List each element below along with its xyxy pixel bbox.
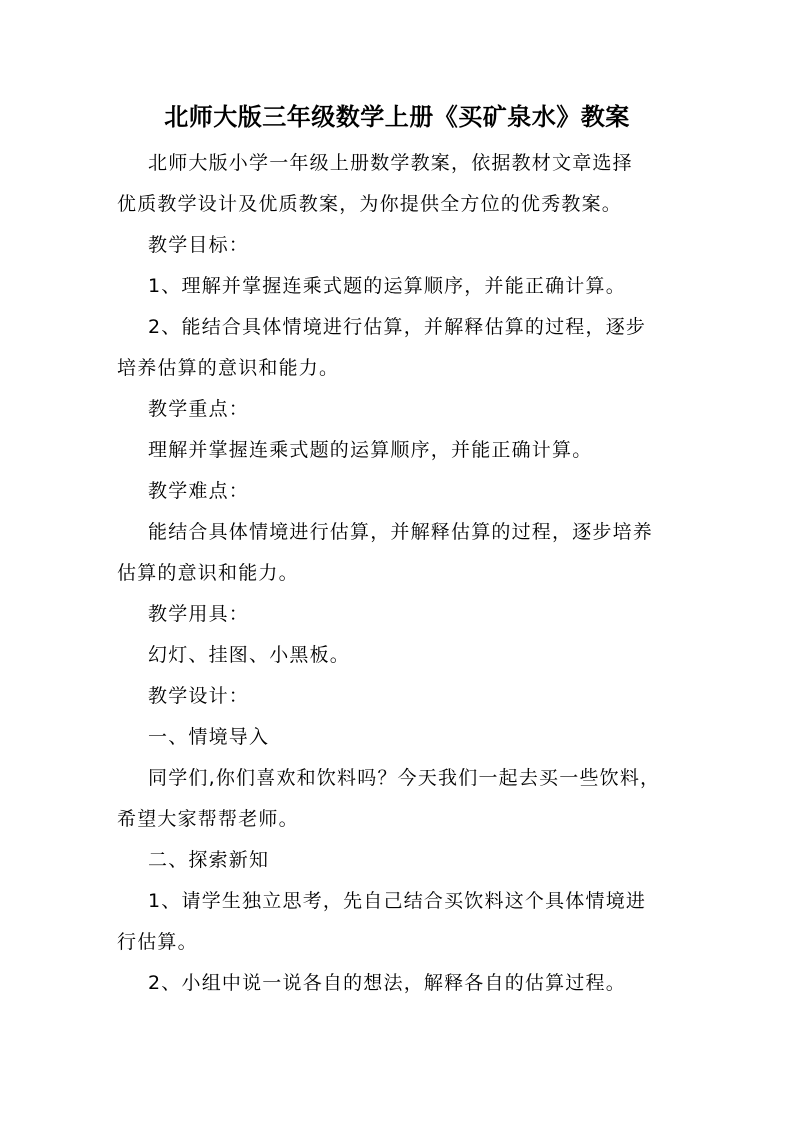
explore-item-1-continued: 行估算。 [117, 931, 198, 953]
key-points-text: 理解并掌握连乘式题的运算顺序，并能正确计算。 [148, 439, 593, 461]
paragraph-line: 北师大版小学一年级上册数学教案，依据教材文章选择 [148, 152, 633, 174]
introduction-text: 同学们,你们喜欢和饮料吗？今天我们一起去买一些饮料， [148, 767, 661, 789]
document-title: 北师大版三年级数学上册《买矿泉水》教案 [164, 102, 630, 131]
difficulties-text-continued: 估算的意识和能力。 [117, 562, 299, 584]
goal-item-2: 2、能结合具体情境进行估算，并解释估算的过程，逐步 [148, 316, 647, 338]
document-body [117, 143, 685, 1004]
paragraph-line: 优质教学设计及优质教案，为你提供全方位的优秀教案。 [117, 193, 623, 215]
section-heading-teaching-design: 教学设计： [148, 685, 250, 707]
goal-item-1: 1、理解并掌握连乘式题的运算顺序，并能正确计算。 [148, 275, 626, 297]
explore-item-1: 1、请学生独立思考，先自己结合买饮料这个具体情境进 [148, 890, 647, 912]
section-heading-key-points: 教学重点： [148, 398, 250, 420]
goal-item-2-continued: 培养估算的意识和能力。 [117, 357, 340, 379]
subsection-heading-introduction: 一、情境导入 [148, 726, 270, 748]
difficulties-text: 能结合具体情境进行估算，并解释估算的过程，逐步培养 [148, 521, 654, 543]
explore-item-2: 2、小组中说一说各自的想法，解释各自的估算过程。 [148, 972, 626, 994]
section-heading-difficulties: 教学难点： [148, 480, 250, 502]
section-heading-teaching-aids: 教学用具： [148, 603, 250, 625]
introduction-text-continued: 希望大家帮帮老师。 [117, 808, 299, 830]
teaching-aids-text: 幻灯、挂图、小黑板。 [148, 644, 351, 666]
subsection-heading-explore: 二、探索新知 [148, 849, 270, 871]
section-heading-teaching-goals: 教学目标： [148, 234, 250, 256]
